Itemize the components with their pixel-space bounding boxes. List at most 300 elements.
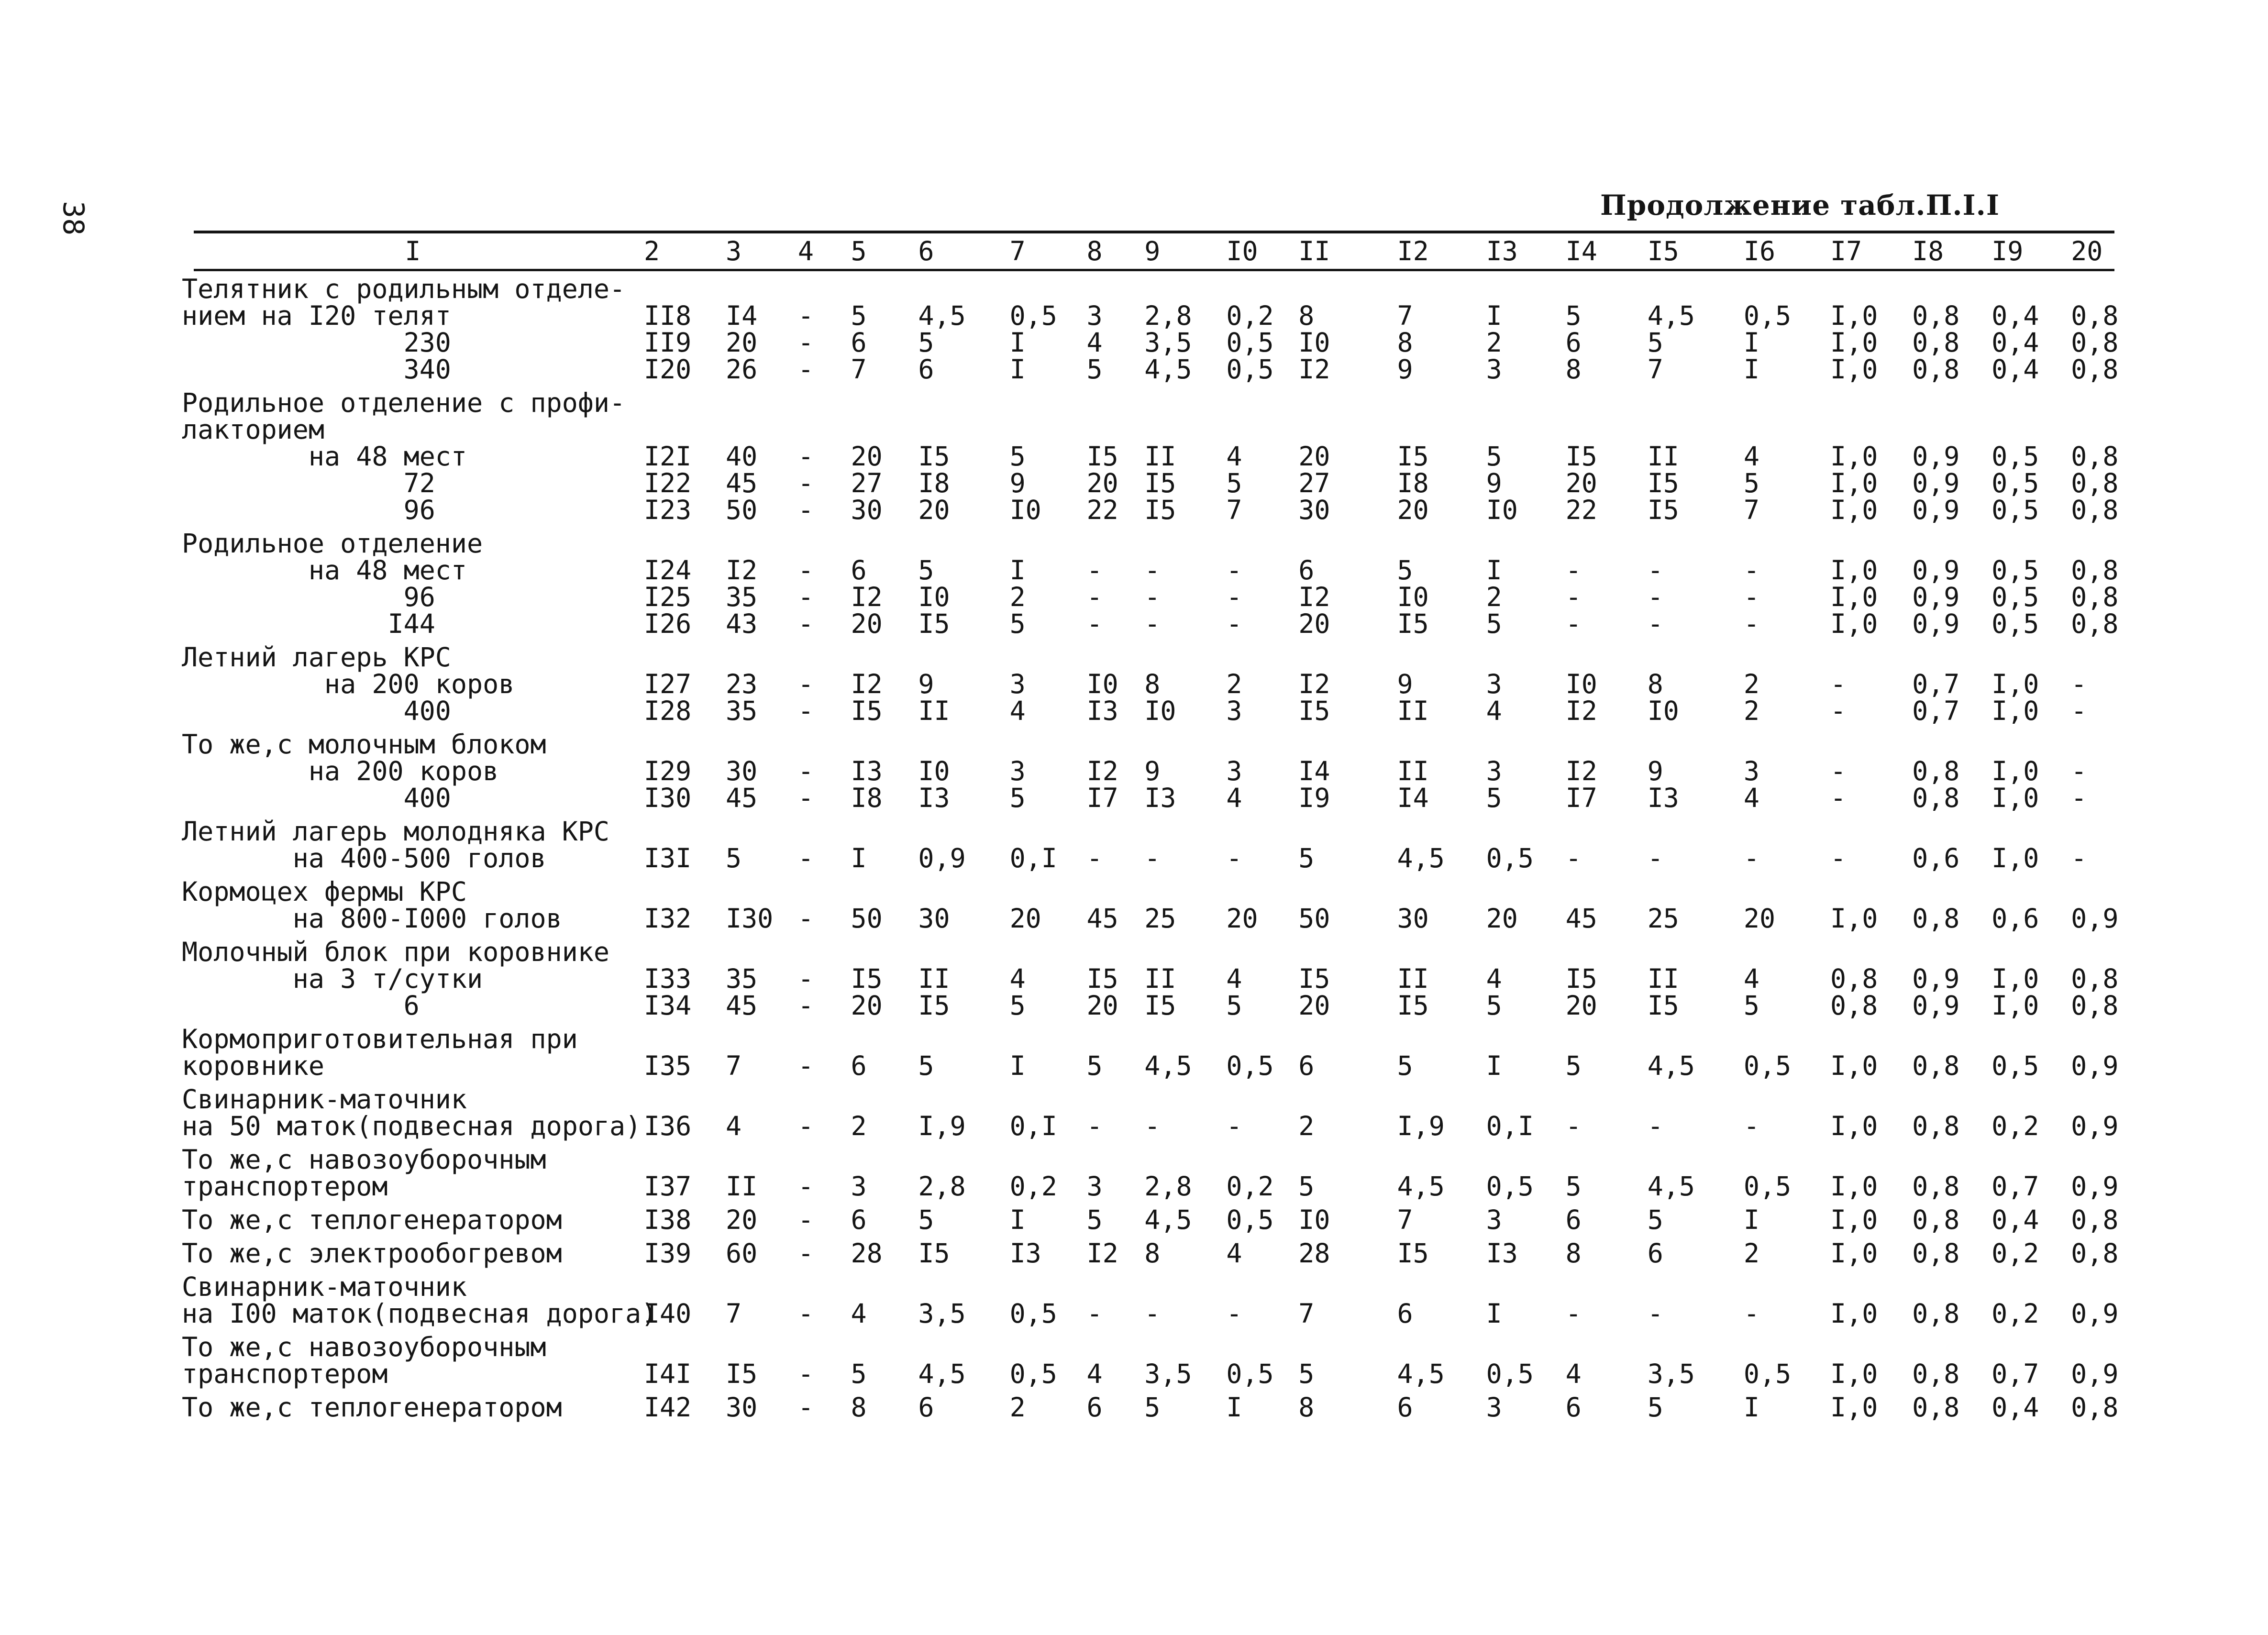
table-cell: 0,6 — [1912, 843, 1960, 873]
table-cell: I,0 — [1830, 1171, 1878, 1202]
table-cell: I40 — [643, 1298, 692, 1329]
table-cell: I5 20 — [1086, 963, 1118, 1021]
table-cell: 23 35 — [725, 669, 758, 726]
table-cell: 5 — [1298, 1171, 1315, 1202]
table-cell: 8 — [1298, 1392, 1315, 1423]
column-header: I5 — [1647, 236, 1679, 266]
table-cell: - — [797, 1238, 814, 1269]
table-cell: I0 I3 — [1086, 669, 1118, 726]
table-cell: - — [1743, 1111, 1760, 1141]
column-header: 20 — [2071, 236, 2103, 266]
table-cell: II8 II9 I20 — [643, 300, 692, 385]
table-cell: - — [1086, 843, 1103, 873]
table-cell: 5 — [918, 1204, 934, 1235]
table-cell: 9 II — [1397, 669, 1429, 726]
row-label: То же,с навозоуборочным транспортером — [182, 1144, 546, 1202]
table-cell: 20 27 30 — [851, 441, 883, 525]
table-cell: - — [1743, 843, 1760, 873]
table-cell: I24 I25 I26 — [643, 555, 692, 639]
table-cell: I,9 — [1397, 1111, 1445, 1141]
table-cell: 0,2 — [1991, 1111, 2039, 1141]
table-cell: II I4 — [1397, 756, 1429, 813]
row-label: Кормоприготовительная при коровнике — [182, 1024, 578, 1081]
table-cell: 0,8 0,8 0,8 — [2071, 555, 2119, 639]
table-cell: 5 6 8 — [1565, 300, 1582, 385]
table-cell: I2 I5 — [851, 669, 883, 726]
table-cell: 2 2 — [1743, 669, 1760, 726]
table-cell: I5 — [725, 1359, 758, 1389]
table-cell: - - - — [797, 441, 814, 525]
table-cell: 0,8 — [2071, 1238, 2119, 1269]
table-cell: 5 — [1298, 1359, 1315, 1389]
table-cell: 2 — [851, 1111, 867, 1141]
table-cell: - - — [1830, 669, 1847, 726]
column-header: I7 — [1830, 236, 1862, 266]
table-cell: I,0 — [1830, 1111, 1878, 1141]
table-cell: 5 — [1397, 1050, 1413, 1081]
table-cell: 3 5 — [1486, 756, 1502, 813]
column-header: 5 — [851, 236, 867, 266]
table-cell: I5 — [918, 1238, 950, 1269]
table-cell: II I5 I5 — [1647, 441, 1679, 525]
column-header: I0 — [1226, 236, 1258, 266]
table-cell: - - - — [1226, 555, 1242, 639]
table-cell: 0,8 — [1912, 1392, 1960, 1423]
table-cell: I35 — [643, 1050, 692, 1081]
table-cell: 25 — [1144, 903, 1176, 934]
table-cell: I,0 I,0 — [1991, 669, 2039, 726]
table-cell: I5 I8 20 — [1397, 441, 1429, 525]
table-cell: 0,8 — [1912, 1238, 1960, 1269]
header-row — [182, 233, 2134, 269]
table-cell: 2 — [1009, 1392, 1026, 1423]
table-cell: 5 9 I0 — [1009, 441, 1041, 525]
table-cell: 35 45 — [725, 963, 758, 1021]
table-cell: 2 — [1298, 1111, 1315, 1141]
table-cell: - — [797, 1359, 814, 1389]
table-cell: 0,9 — [918, 843, 966, 873]
table-cell: I,0 I,0 I,0 — [1830, 441, 1878, 525]
table-cell: 3 — [851, 1171, 867, 1202]
table-cell: 4,5 5 6 — [918, 300, 966, 385]
table-row — [182, 523, 2134, 637]
data-table — [182, 233, 2134, 1421]
continuation-label: Продолжение табл.П.I.I — [1600, 189, 2000, 221]
table-cell: I2 35 43 — [725, 555, 758, 639]
table-cell: II I5 — [1144, 963, 1176, 1021]
table-cell: 2 — [1743, 1238, 1760, 1269]
table-cell: 4,5 — [1397, 1359, 1445, 1389]
table-cell: 0,5 — [1009, 1359, 1057, 1389]
table-cell: - — [1144, 1111, 1161, 1141]
table-row — [182, 1079, 2134, 1139]
table-cell: 4,5 — [1647, 1171, 1695, 1202]
table-cell: 3 — [1486, 1204, 1502, 1235]
table-cell: I2 — [1086, 1238, 1118, 1269]
table-cell: I 2 5 — [1009, 555, 1026, 639]
row-label: То же,с молочным блоком на 200 коров 400 — [182, 729, 546, 813]
table-cell: I — [1009, 1204, 1026, 1235]
table-cell: 0,8 0,8 0,8 — [2071, 441, 2119, 525]
column-header: 3 — [725, 236, 742, 266]
table-cell: I4 I9 — [1298, 756, 1330, 813]
table-cell: 8 — [1565, 1238, 1582, 1269]
row-label: Свинарник-маточник на I00 маток(подвесная дорога) — [182, 1271, 657, 1329]
table-cell: 40 45 50 — [725, 441, 758, 525]
row-label: То же,с электрообогревом — [182, 1238, 562, 1269]
table-cell: 5 — [1086, 1204, 1103, 1235]
table-cell: 3 4 — [1486, 669, 1502, 726]
table-cell: 0,8 0,8 0,8 — [1912, 300, 1960, 385]
table-cell: 0,9 — [2071, 1298, 2119, 1329]
table-cell: 20 — [1009, 903, 1041, 934]
table-cell: I0 — [1298, 1204, 1330, 1235]
table-cell: - - - — [797, 555, 814, 639]
table-cell: 5 — [725, 843, 742, 873]
table-cell: 7 — [725, 1298, 742, 1329]
table-cell: I29 I30 — [643, 756, 692, 813]
table-cell: 0,9 0,9 0,9 — [1912, 441, 1960, 525]
table-cell: 8 I0 — [1647, 669, 1679, 726]
table-cell: I4 20 26 — [725, 300, 758, 385]
table-cell: 2,8 — [918, 1171, 966, 1202]
table-cell: I2 I7 — [1565, 756, 1597, 813]
table-cell: - — [1144, 843, 1161, 873]
table-cell: 6 — [1565, 1392, 1582, 1423]
table-cell: 28 — [851, 1238, 883, 1269]
table-cell: 8 — [851, 1392, 867, 1423]
table-cell: I38 — [643, 1204, 692, 1235]
table-cell: 4,5 — [1144, 1204, 1192, 1235]
table-cell: 3,5 — [1647, 1359, 1695, 1389]
table-cell: 0,5 — [1009, 1298, 1057, 1329]
table-cell: 0,8 — [1912, 1298, 1960, 1329]
table-cell: I,0 — [1830, 1359, 1878, 1389]
column-header: I4 — [1565, 236, 1597, 266]
table-cell: - — [1086, 1298, 1103, 1329]
table-cell: I,0 — [1830, 1238, 1878, 1269]
table-cell: 5 — [1565, 1171, 1582, 1202]
table-cell: 20 — [1486, 903, 1518, 934]
table-cell: 60 — [725, 1238, 758, 1269]
table-cell: II I5 — [1647, 963, 1679, 1021]
table-cell: 5 9 I0 — [1486, 441, 1518, 525]
row-label: Родильное отделение с профи- лакторием на 48 мест 72 96 — [182, 387, 626, 525]
table-cell: 6 — [1397, 1392, 1413, 1423]
table-cell: 3 4 — [1226, 756, 1242, 813]
table-cell: 3,5 — [1144, 1359, 1192, 1389]
table-cell: 0,2 0,5 0,5 — [1226, 300, 1274, 385]
table-cell: 4 5 — [1226, 963, 1242, 1021]
table-row — [182, 1139, 2134, 1200]
table-cell: I4I — [643, 1359, 692, 1389]
row-label: Свинарник-маточник на 50 маток(подвесная дорога) — [182, 1084, 642, 1141]
table-cell: 0,8 0,8 — [2071, 963, 2119, 1021]
table-cell: - - — [797, 756, 814, 813]
table-cell: I,0 I,0 — [1991, 756, 2039, 813]
table-cell: 4 5 7 — [1743, 441, 1760, 525]
table-cell: 0,5 — [1743, 1359, 1792, 1389]
table-cell: I3 — [1009, 1238, 1041, 1269]
table-cell: 25 — [1647, 903, 1679, 934]
table-cell: 3 — [1486, 1392, 1502, 1423]
column-header: I6 — [1743, 236, 1776, 266]
table-cell: 0,9 — [2071, 1359, 2119, 1389]
table-cell: II I5 — [918, 963, 950, 1021]
table-cell: 0,8 0,8 — [1830, 963, 1878, 1021]
column-header: I2 — [1397, 236, 1429, 266]
row-label: Родильное отделение на 48 мест 96 I44 — [182, 528, 483, 639]
table-cell: 4,5 — [1397, 843, 1445, 873]
table-cell: 0,7 — [1991, 1171, 2039, 1202]
table-cell: 5 I0 I5 — [918, 555, 950, 639]
table-cell: 50 — [1298, 903, 1330, 934]
row-label: То же,с теплогенератором — [182, 1392, 562, 1423]
table-cell: 4 5 — [1486, 963, 1502, 1021]
table-cell: 3 4 5 — [1086, 300, 1103, 385]
table-cell: - — [797, 1392, 814, 1423]
table-cell: 4,5 — [918, 1359, 966, 1389]
table-row — [182, 1233, 2134, 1267]
table-cell: - — [1144, 1298, 1161, 1329]
table-cell: - - — [2071, 756, 2087, 813]
table-cell: 5 I0 I5 — [1397, 555, 1429, 639]
column-header: I3 — [1486, 236, 1518, 266]
table-cell: I5 20 — [1565, 963, 1597, 1021]
column-header: 9 — [1144, 236, 1161, 266]
table-cell: 30 — [1397, 903, 1429, 934]
table-cell: I,0 — [1830, 1298, 1878, 1329]
table-cell: - — [797, 1298, 814, 1329]
table-cell: I3I — [643, 843, 692, 873]
table-cell: 8 I0 I2 — [1298, 300, 1330, 385]
table-cell: I3 — [1486, 1238, 1518, 1269]
table-row — [182, 1387, 2134, 1421]
table-cell: I27 I28 — [643, 669, 692, 726]
table-cell: - — [1565, 843, 1582, 873]
table-cell: 45 — [1565, 903, 1597, 934]
table-cell: I3 I8 — [851, 756, 883, 813]
row-label: Телятник с родильным отделе- нием на I20 телят 230 340 — [182, 274, 626, 385]
table-row — [182, 1019, 2134, 1079]
table-cell: 45 — [1086, 903, 1118, 934]
table-row — [182, 1267, 2134, 1327]
table-cell: 4 — [851, 1298, 867, 1329]
table-row — [182, 1327, 2134, 1387]
column-header: I9 — [1991, 236, 2024, 266]
table-cell: I5 20 — [1298, 963, 1330, 1021]
table-cell: I5 I8 20 — [918, 441, 950, 525]
table-cell: I5 — [1397, 1238, 1429, 1269]
table-row — [182, 811, 2134, 872]
table-row — [182, 872, 2134, 932]
table-cell: 30 — [918, 903, 950, 934]
table-cell: I — [1486, 1298, 1502, 1329]
table-cell: 0,5 — [1226, 1050, 1274, 1081]
table-cell: - — [1565, 1111, 1582, 1141]
table-cell: 5 — [1086, 1050, 1103, 1081]
column-header: 6 — [918, 236, 934, 266]
table-cell: - — [1226, 1111, 1242, 1141]
table-cell: 0,8 — [1912, 903, 1960, 934]
table-cell: 8 I0 — [1144, 669, 1176, 726]
table-cell: - — [1830, 843, 1847, 873]
table-cell: - - - — [1647, 555, 1663, 639]
table-cell: I — [1743, 1204, 1760, 1235]
table-cell: 0,4 — [1991, 1392, 2039, 1423]
table-cell: I,0 I,0 I,0 — [1830, 555, 1878, 639]
table-cell: 0,5 — [1486, 1359, 1534, 1389]
table-cell: - — [1565, 1298, 1582, 1329]
table-cell: I,0 I,0 — [1991, 963, 2039, 1021]
table-cell: 3 4 — [1743, 756, 1760, 813]
table-cell: 0,7 — [1991, 1359, 2039, 1389]
table-cell: 0,5 — [1743, 1171, 1792, 1202]
row-label: Молочный блок при коровнике на 3 т/сутки 6 — [182, 937, 610, 1021]
table-cell: 30 — [725, 1392, 758, 1423]
table-cell: 3 4 — [1009, 669, 1026, 726]
column-header: 8 — [1086, 236, 1103, 266]
table-cell: II I5 — [1397, 963, 1429, 1021]
table-cell: 0,5 0,5 0,5 — [1991, 555, 2039, 639]
table-cell: 4,5 5 7 — [1647, 300, 1695, 385]
table-cell: 0,4 0,4 0,4 — [1991, 300, 2039, 385]
column-header: 7 — [1009, 236, 1026, 266]
table-row — [182, 932, 2134, 1019]
table-cell: 3,5 — [918, 1298, 966, 1329]
table-cell: 0,9 — [2071, 1171, 2119, 1202]
table-cell: 0,4 — [1991, 1204, 2039, 1235]
table-cell: I32 — [643, 903, 692, 934]
table-cell: 4 5 — [1009, 963, 1026, 1021]
table-row — [182, 383, 2134, 523]
table-row — [182, 269, 2134, 383]
table-cell: 6 — [1397, 1298, 1413, 1329]
table-cell: I — [1226, 1392, 1242, 1423]
table-cell: 5 — [1565, 1050, 1582, 1081]
table-cell: 20 — [1226, 903, 1258, 934]
table-cell: 0,7 0,7 — [1912, 669, 1960, 726]
table-cell: 0,8 — [1912, 1359, 1960, 1389]
table-cell: 0,9 — [2071, 903, 2119, 934]
table-cell: II — [725, 1171, 758, 1202]
table-cell: 0,8 — [1912, 1204, 1960, 1235]
table-cell: I39 — [643, 1238, 692, 1269]
table-cell: - — [797, 903, 814, 934]
table-cell: 0,9 0,9 0,9 — [1912, 555, 1960, 639]
row-label: Кормоцех фермы КРС на 800-I000 голов — [182, 876, 562, 934]
table-cell: I5 20 — [851, 963, 883, 1021]
table-cell: 6 — [1647, 1238, 1663, 1269]
table-cell: 9 II — [918, 669, 950, 726]
row-label: То же,с теплогенератором — [182, 1204, 562, 1235]
table-cell: 28 — [1298, 1238, 1330, 1269]
table-cell: 5 — [918, 1050, 934, 1081]
table-cell: 0,5 I I — [1009, 300, 1057, 385]
table-cell: 0,5 — [1226, 1204, 1274, 1235]
table-cell: - - - — [1565, 555, 1582, 639]
table-cell: 0,5 — [1486, 1171, 1534, 1202]
table-cell: - — [2071, 843, 2087, 873]
table-cell: 20 27 30 — [1298, 441, 1330, 525]
table-cell: I 2 3 — [1486, 300, 1502, 385]
table-cell: 6 I2 20 — [1298, 555, 1330, 639]
table-cell: 0,5 — [1743, 1050, 1792, 1081]
table-row — [182, 637, 2134, 724]
table-cell: 3 — [1086, 1171, 1103, 1202]
table-cell: 4 — [725, 1111, 742, 1141]
column-header: I — [405, 236, 421, 266]
table-cell: 20 — [725, 1204, 758, 1235]
table-cell: 6 — [1565, 1204, 1582, 1235]
table-cell: 0,I — [1009, 843, 1057, 873]
table-cell: 0,8 0,8 — [1912, 756, 1960, 813]
table-cell: 0,8 — [1912, 1171, 1960, 1202]
table-cell: 7 — [1298, 1298, 1315, 1329]
table-cell: I,0 — [1830, 903, 1878, 934]
table-cell: - - - — [1086, 555, 1103, 639]
table-cell: I36 — [643, 1111, 692, 1141]
table-cell: 2 3 — [1226, 669, 1242, 726]
table-cell: 5 — [851, 1359, 867, 1389]
table-cell: 0,8 — [2071, 1392, 2119, 1423]
table-cell: - — [1743, 1298, 1760, 1329]
table-cell: - — [1226, 1298, 1242, 1329]
table-cell: I2 I5 — [1298, 669, 1330, 726]
table-cell: 4 — [1565, 1359, 1582, 1389]
table-cell: - — [797, 843, 814, 873]
table-cell: 0,2 — [1226, 1171, 1274, 1202]
table-cell: 4 5 — [1743, 963, 1760, 1021]
table-cell: 6 — [851, 1050, 867, 1081]
row-label: То же,с навозоуборочным транспортером — [182, 1332, 546, 1389]
table-cell: I0 I2 — [1565, 669, 1597, 726]
table-cell: 0,I — [1009, 1111, 1057, 1141]
table-cell: 5 6 7 — [851, 300, 867, 385]
table-cell: 8 — [1144, 1238, 1161, 1269]
table-cell: 3 5 — [1009, 756, 1026, 813]
table-cell: 0,2 — [1009, 1171, 1057, 1202]
table-cell: I,0 — [1830, 1392, 1878, 1423]
table-cell: I,0 — [1830, 1050, 1878, 1081]
table-cell: 5 — [1647, 1392, 1663, 1423]
table-cell: 4 — [1226, 1238, 1242, 1269]
table-cell: 30 45 — [725, 756, 758, 813]
table-cell: 0,5 0,5 0,5 — [1991, 441, 2039, 525]
table-cell: 4,5 — [1397, 1171, 1445, 1202]
page-number: 38 — [56, 201, 90, 236]
table-cell: - — [1086, 1111, 1103, 1141]
table-cell: I — [1743, 1392, 1760, 1423]
table-cell: - - - — [797, 300, 814, 385]
row-label: Летний лагерь молодняка КРС на 400-500 голов — [182, 816, 610, 873]
table-cell: 5 — [1298, 843, 1315, 873]
table-cell: 4,5 — [1144, 1050, 1192, 1081]
table-cell: 5 — [1144, 1392, 1161, 1423]
table-cell: I2I I22 I23 — [643, 441, 692, 525]
column-header: 4 — [797, 236, 814, 266]
table-cell: 4,5 — [1647, 1050, 1695, 1081]
table-cell: 0,8 0,8 0,8 — [2071, 300, 2119, 385]
table-cell: 0,5 I I — [1743, 300, 1792, 385]
table-cell: I — [1009, 1050, 1026, 1081]
table-cell: I,0 I,0 I,0 — [1830, 300, 1878, 385]
table-cell: 20 — [1743, 903, 1776, 934]
table-cell: - - — [797, 669, 814, 726]
table-cell: - - — [1830, 756, 1847, 813]
column-header: 2 — [643, 236, 660, 266]
table-cell: 0,8 — [1912, 1050, 1960, 1081]
